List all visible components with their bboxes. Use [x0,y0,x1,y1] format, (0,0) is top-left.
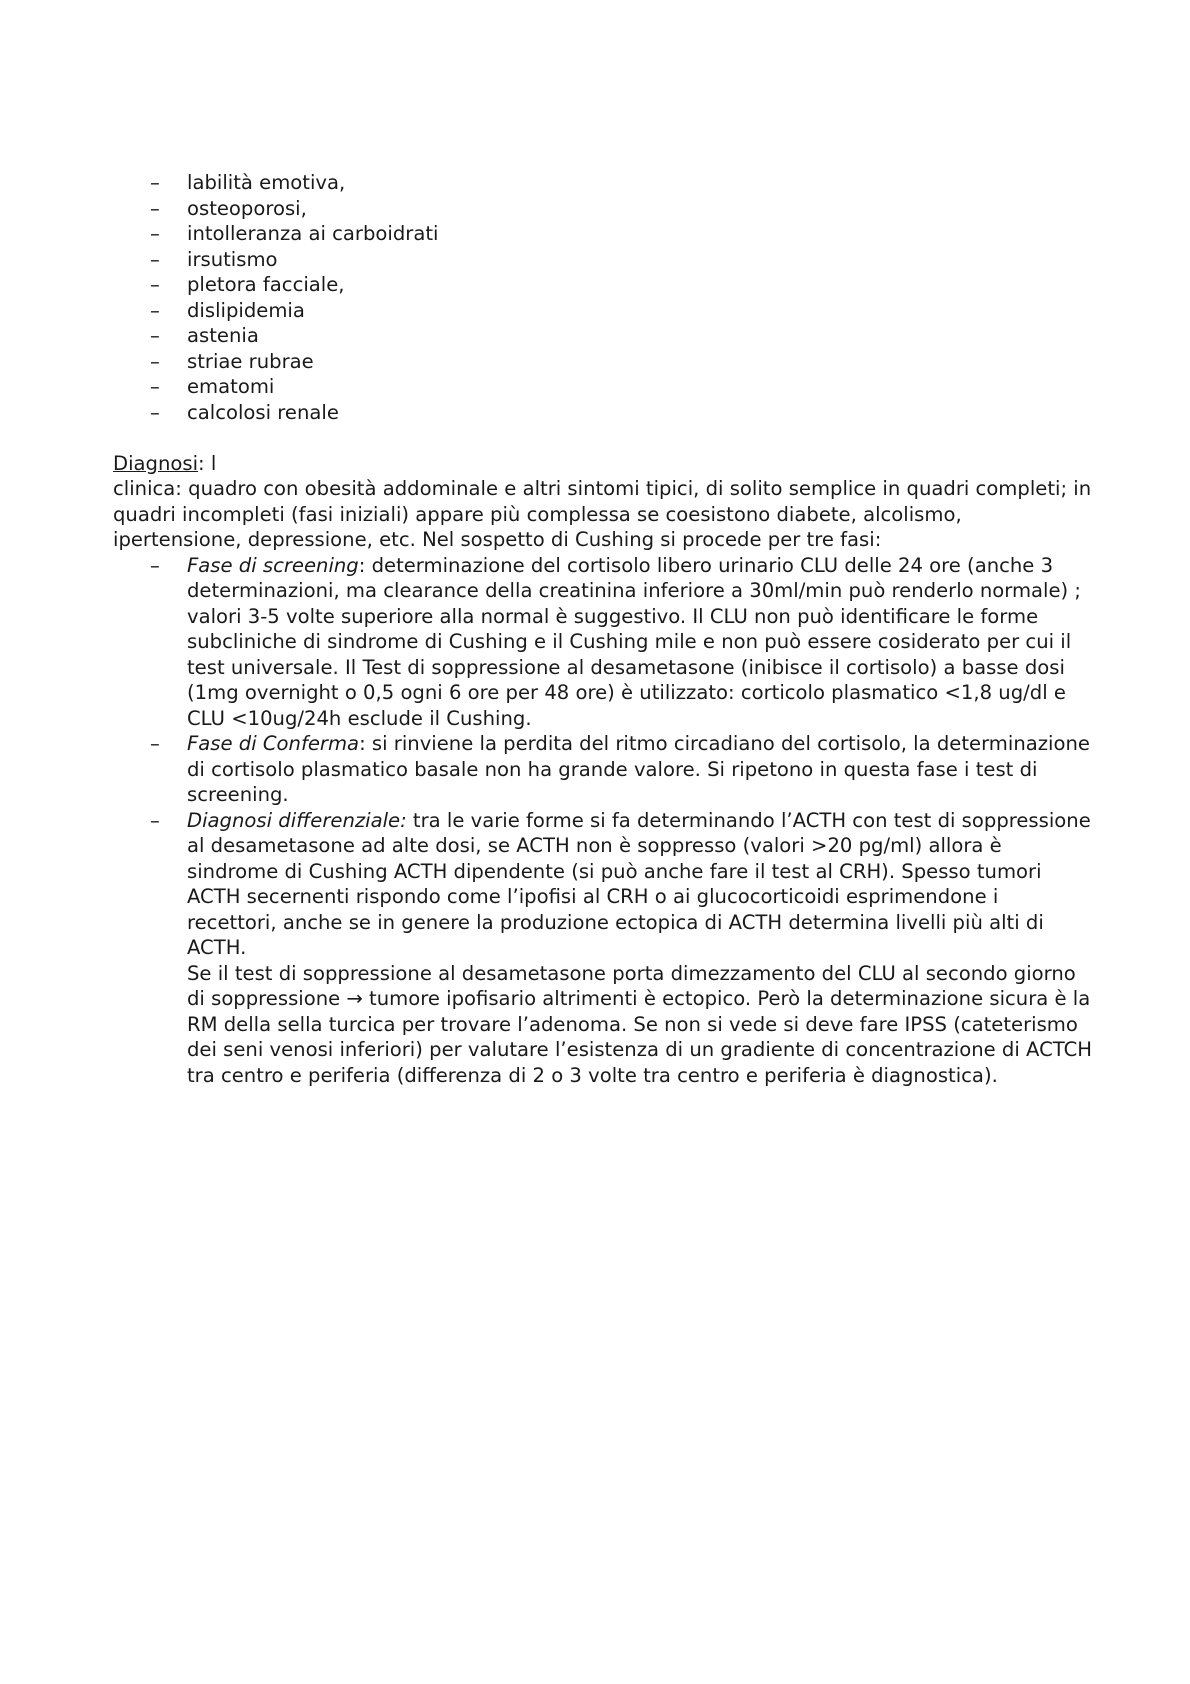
dash-bullet: – [150,553,160,577]
list-item-text: striae rubrae [187,349,314,373]
dash-bullet: – [150,298,160,322]
dash-bullet: – [150,400,160,424]
list-item-text: labilità emotiva, [187,171,346,194]
list-item-text: pletora facciale, [187,273,345,296]
list-item [113,349,1093,375]
list-item [113,731,1093,808]
diagnosi-heading [113,451,1093,477]
dash-bullet: – [150,732,160,755]
diagnosi-heading-suffix: : l [198,451,217,475]
list-item [113,400,1093,426]
list-item [113,323,1093,349]
list-item [113,272,1093,298]
phase-continuation: Se il test di soppressione al desametasone porta dimezzamento del CLU al secondo giorno di soppressione → tumore ipofisario altrimenti è ectopico. Però la determinazione sicura è la RM della sella turcica per trovare l’adenoma. Se non si vede si deve fare IPSS (cateterismo dei seni venosi inferiori) per valutare l’esistenza di un gradiente di concentrazione di ACTCH tra centro e periferia (differenza di 2 o 3 volte tra centro e periferia è diagnostica). [187,961,1093,1087]
list-item-text: astenia [187,324,259,347]
list-item [113,553,1093,732]
list-item-text: dislipidemia [187,298,305,322]
list-item [113,247,1093,273]
list-item-text: ematomi [187,375,275,398]
diagnosi-heading-text: Diagnosi [113,451,199,475]
diagnosi-intro: clinica: quadro con obesità addominale e altri sintomi tipici, di solito semplice in quadri completi; in quadri incompleti (fasi iniziali) appare più complessa se coesistono diabete, alcolismo, ipertensione, depressione, etc. Nel sospetto di Cushing si procede per tre fasi: [113,477,1092,551]
dash-bullet: – [150,375,160,398]
list-item-text: intolleranza ai carboidrati [187,222,439,245]
dash-bullet: – [150,171,160,194]
dash-bullet: – [150,273,160,296]
document-content [113,170,1093,1088]
dash-bullet: – [150,349,160,373]
dash-bullet: – [150,247,160,271]
phase-text: : si rinviene la perdita del ritmo circadiano del cortisolo, la determinazione di cortisolo plasmatico basale non ha grande valore. Si ripetono in questa fase i test di screening. [187,732,1090,806]
diagnosis-phase-list [113,553,1093,1089]
list-item [113,170,1093,196]
list-item [113,808,1093,1089]
list-item-text: osteoporosi, [187,196,307,220]
dash-bullet: – [150,222,160,245]
list-item [113,196,1093,222]
phase-title: Fase di Conferma [187,732,360,755]
phase-text: : determinazione del cortisolo libero urinario CLU delle 24 ore (anche 3 determinazioni, ma clearance della creatinina inferiore a 30ml/min può renderlo normale) ; valori 3-5 volte superiore alla normal è suggestivo. Il CLU non può identificare le forme subcliniche di sindrome di Cushing e il Cushing mile e non può essere cosiderato per cui il test universale. Il Test di soppressione al desametasone (inibisce il cortisolo) a basse dosi (1mg overnight o 0,5 ogni 6 ore per 48 ore) è utilizzato: corticolo plasmatico <1,8 ug/dl e CLU <10ug/24h esclude il Cushing. [187,553,1082,730]
dash-bullet: – [150,808,160,832]
symptom-list [113,170,1093,425]
phase-text: tra le varie forme si fa determinando l’ACTH con test di soppressione al desametasone ad alte dosi, se ACTH non è soppresso (valori >20 pg/ml) allora è sindrome di Cushing ACTH dipendente (si può anche fare il test al CRH). Spesso tumori ACTH secernenti rispondo come l’ipofisi al CRH o ai glucocorticoidi esprimendone i recettori, anche se in genere la produzione ectopica di ACTH determina livelli più alti di ACTH. [187,808,1091,959]
list-item [113,221,1093,247]
list-item [113,374,1093,400]
dash-bullet: – [150,196,160,220]
list-item [113,298,1093,324]
spacer [113,425,1093,451]
dash-bullet: – [150,324,160,347]
list-item-text: calcolosi renale [187,400,339,424]
list-item-text: irsutismo [187,247,278,271]
phase-title: Diagnosi differenziale: [187,808,407,832]
phase-title: Fase di screening [187,553,359,577]
